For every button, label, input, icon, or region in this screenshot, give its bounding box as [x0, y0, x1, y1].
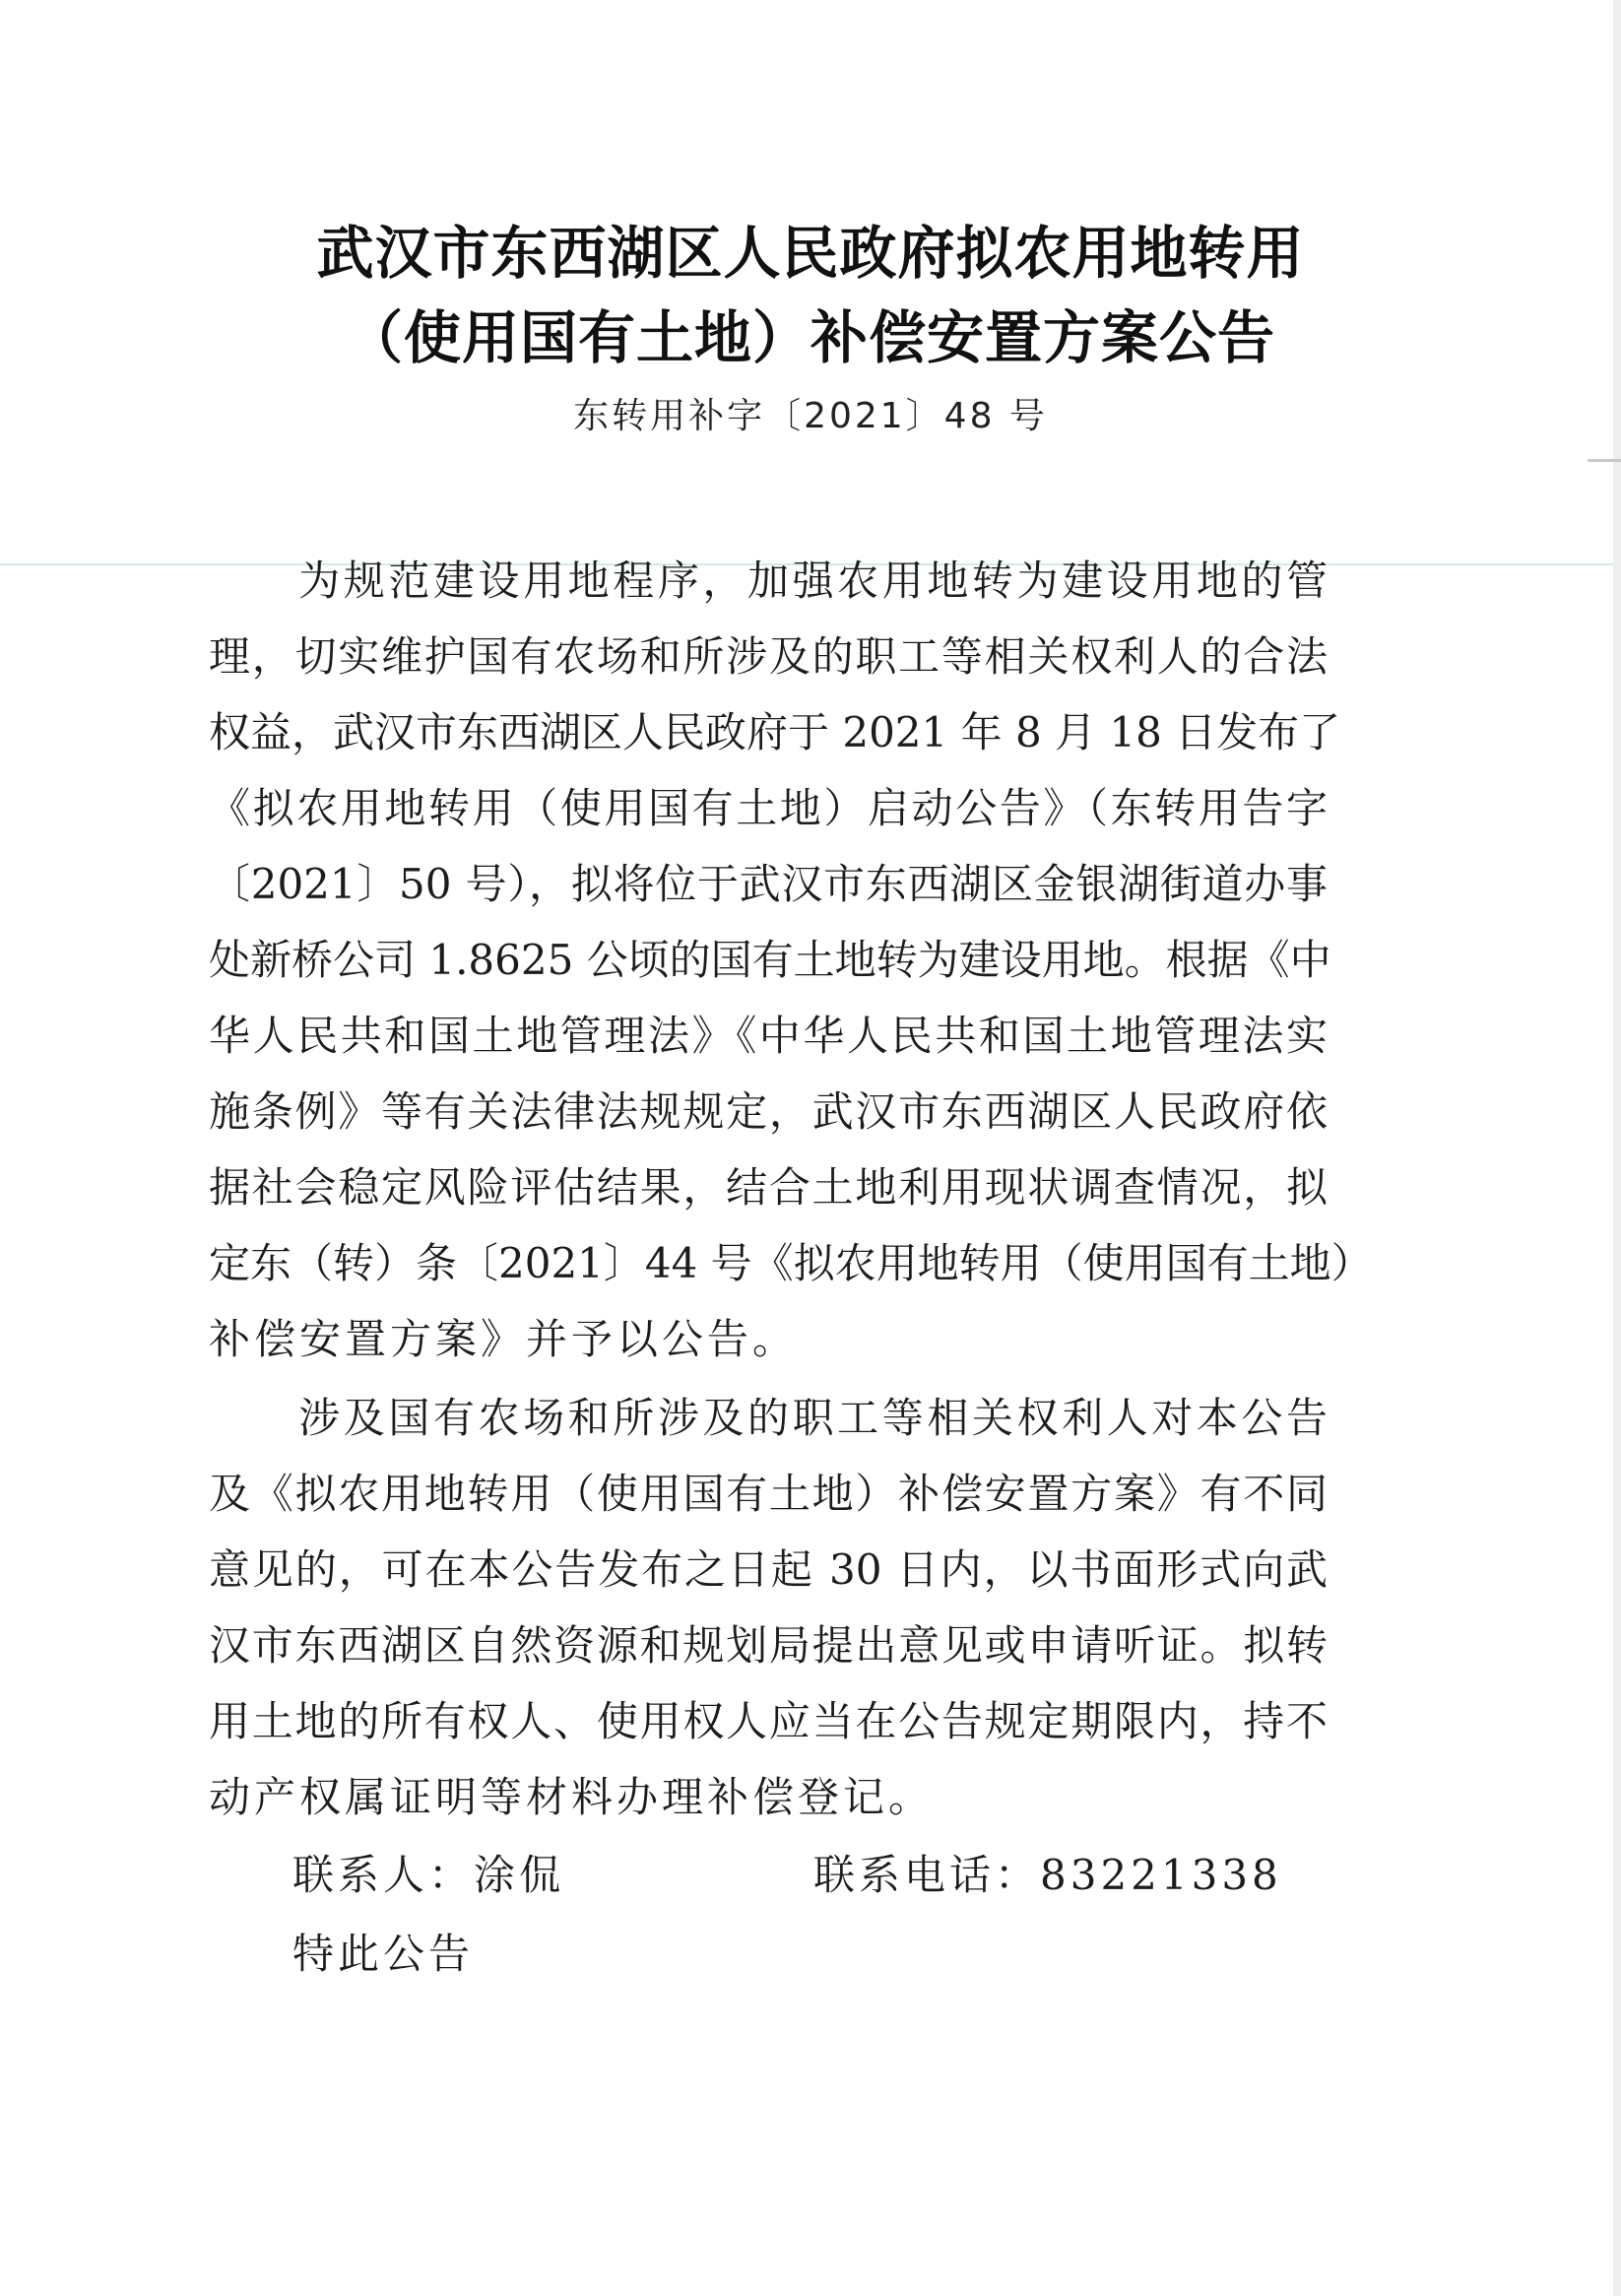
document-number: 东转用补字〔2021〕48 号 — [573, 396, 1048, 436]
body-text-line: 涉及国有农场和所涉及的职工等相关权利人对本公告 — [209, 1394, 1328, 1442]
body-text-line: 及《拟农用地转用（使用国有土地）补偿安置方案》有不同 — [209, 1470, 1328, 1518]
body-text-line: 补偿安置方案》并予以公告。 — [209, 1315, 799, 1363]
contact-person: 联系人：涂侃 — [292, 1851, 565, 1899]
body-text-line: 〔2021〕50 号），拟将位于武汉市东西湖区金银湖街道办事 — [209, 860, 1328, 908]
page-edge-mark — [1588, 459, 1621, 462]
document-title-line-2: （使用国有土地）补偿安置方案公告 — [345, 304, 1275, 371]
body-text-line: 定东（转）条〔2021〕44 号《拟农用地转用（使用国有土地） — [209, 1239, 1373, 1287]
body-text-line: 用土地的所有权人、使用权人应当在公告规定期限内，持不 — [209, 1697, 1328, 1745]
body-text-line: 处新桥公司 1.8625 公顷的国有土地转为建设用地。根据《中 — [209, 936, 1331, 984]
body-text-line: 施条例》等有关法律法规规定，武汉市东西湖区人民政府依 — [209, 1087, 1328, 1136]
body-text-line: 理，切实维护国有农场和所涉及的职工等相关权利人的合法 — [209, 632, 1328, 681]
contact-phone: 联系电话：83221338 — [813, 1851, 1282, 1899]
closing-statement: 特此公告 — [292, 1930, 475, 1978]
body-text-line: 华人民共和国土地管理法》《中华人民共和国土地管理法实 — [209, 1012, 1328, 1060]
body-text-line: 动产权属证明等材料办理补偿登记。 — [209, 1773, 935, 1821]
body-text-line: 权益，武汉市东西湖区人民政府于 2021 年 8 月 18 日发布了 — [209, 708, 1341, 756]
body-text-line: 《拟农用地转用（使用国有土地）启动公告》（东转用告字 — [209, 784, 1328, 832]
body-text-line: 为规范建设用地程序，加强农用地转为建设用地的管 — [209, 557, 1328, 605]
body-text-line: 意见的，可在本公告发布之日起 30 日内，以书面形式向武 — [209, 1545, 1328, 1594]
body-text-line: 汉市东西湖区自然资源和规划局提出意见或申请听证。拟转 — [209, 1621, 1328, 1670]
document-title-line-1: 武汉市东西湖区人民政府拟农用地转用 — [316, 220, 1305, 287]
body-text-line: 据社会稳定风险评估结果，结合土地利用现状调查情况，拟 — [209, 1163, 1328, 1212]
